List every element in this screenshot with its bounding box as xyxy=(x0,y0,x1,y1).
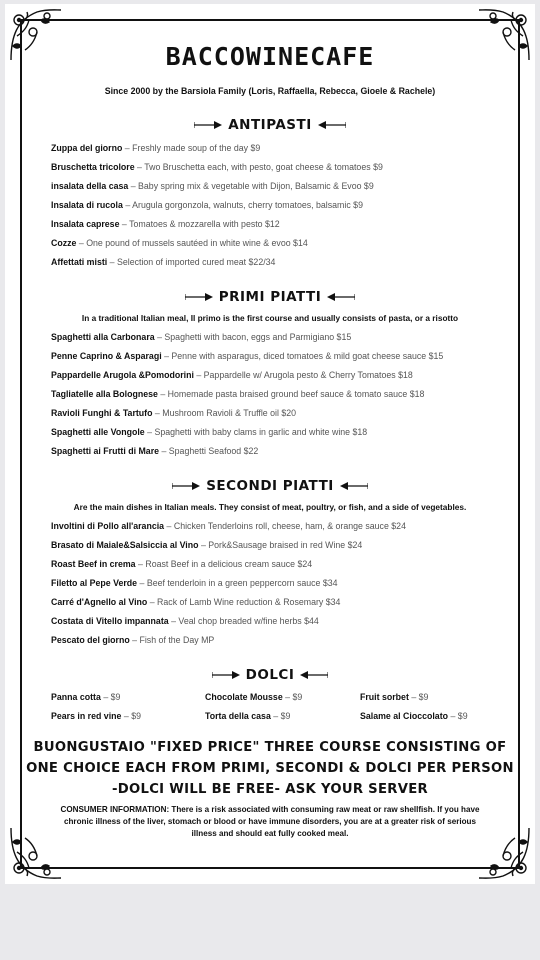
section-heading-secondi xyxy=(0,478,540,494)
menu-item xyxy=(51,389,424,399)
item-name: Spaghetti alle Vongole xyxy=(51,427,145,437)
dessert-item xyxy=(360,711,468,721)
item-description: – Veal chop breaded w/fine herbs $44 xyxy=(168,616,319,626)
item-name: Brasato di Maiale&Salsiccia al Vino xyxy=(51,540,199,550)
floral-corner-icon xyxy=(477,826,533,882)
fixed-price-line: BUONGUSTAIO "FIXED PRICE" THREE COURSE CONSISTING OF xyxy=(33,740,507,755)
section-title: DOLCI xyxy=(245,667,295,683)
item-description: – Baby spring mix & vegetable with Dijon, Balsamic & Evoo $9 xyxy=(128,181,374,191)
fixed-price-line: ONE CHOICE EACH FROM PRIMI, SECONDI & DOLCI PER PERSON xyxy=(26,761,514,776)
menu-item xyxy=(51,219,280,229)
section-title: SECONDI PIATTI xyxy=(206,478,334,494)
item-description: – Penne with asparagus, diced tomatoes & mild goat cheese sauce $15 xyxy=(161,351,444,361)
consumer-information: CONSUMER INFORMATION: There is a risk associated with consuming raw meat or raw shellfish. If you have chronic illness of the liver, stomach or blood or have immune disorders, you are at a greater risk of serious illness and should eat fully cooked meal. xyxy=(60,805,480,838)
menu-item xyxy=(51,578,338,588)
item-description: – $9 xyxy=(282,692,303,702)
menu-item xyxy=(51,408,296,418)
section-intro: Are the main dishes in Italian meals. They consist of meat, poultry, or fish, and a side of vegetables. xyxy=(73,502,467,512)
item-description: – Tomatoes & mozzarella with pesto $12 xyxy=(119,219,280,229)
item-name: Roast Beef in crema xyxy=(51,559,136,569)
item-description: – Selection of imported cured meat $22/34 xyxy=(107,257,276,267)
restaurant-subtitle: Since 2000 by the Barsiola Family (Loris, Raffaella, Rebecca, Gioele & Rachele) xyxy=(104,86,436,96)
item-name: Cozze xyxy=(51,238,77,248)
item-description: – Roast Beef in a delicious cream sauce $24 xyxy=(135,559,313,569)
dessert-item xyxy=(360,692,428,702)
item-description: – Fish of the Day MP xyxy=(129,635,215,645)
item-name: Pears in red vine xyxy=(51,711,122,721)
arrow-ornament-icon xyxy=(318,121,346,129)
arrow-ornament-icon xyxy=(212,671,240,679)
arrow-ornament-icon xyxy=(327,293,355,301)
item-name: Filetto al Pepe Verde xyxy=(51,578,138,588)
item-description: – $9 xyxy=(408,692,429,702)
item-name: Costata di Vitello impannata xyxy=(51,616,169,626)
item-name: Penne Caprino & Asparagi xyxy=(51,351,162,361)
menu-item xyxy=(51,200,363,210)
item-description: – Rack of Lamb Wine reduction & Rosemary $34 xyxy=(147,597,341,607)
item-name: Insalata caprese xyxy=(51,219,120,229)
menu-item xyxy=(51,370,413,380)
item-name: Pescato del giorno xyxy=(51,635,130,645)
menu-item xyxy=(51,427,367,437)
menu-item xyxy=(51,540,362,550)
menu-item xyxy=(51,181,374,191)
item-description: – Chicken Tenderloins roll, cheese, ham, & orange sauce $24 xyxy=(164,521,406,531)
arrow-ornament-icon xyxy=(185,293,213,301)
item-description: – $9 xyxy=(100,692,121,702)
item-description: – Two Bruschetta each, with pesto, goat cheese & tomatoes $9 xyxy=(134,162,383,172)
item-description: – Spaghetti with bacon, eggs and Parmigiano $15 xyxy=(154,332,352,342)
item-name: Torta della casa xyxy=(205,711,271,721)
item-name: Salame al Cioccolato xyxy=(360,711,449,721)
arrow-ornament-icon xyxy=(172,482,200,490)
menu-item xyxy=(51,257,275,267)
menu-item xyxy=(51,332,351,342)
section-heading-dolci xyxy=(0,667,540,683)
item-description: – Spaghetti Seafood $22 xyxy=(159,446,259,456)
menu-item xyxy=(51,559,312,569)
item-description: – Beef tenderloin in a green peppercorn sauce $34 xyxy=(137,578,338,588)
menu-item xyxy=(51,143,260,153)
item-description: – Arugula gorgonzola, walnuts, cherry tomatoes, balsamic $9 xyxy=(122,200,363,210)
item-name: Affettati misti xyxy=(51,257,108,267)
item-description: – One pound of mussels sautéed in white wine & evoo $14 xyxy=(76,238,308,248)
item-name: Spaghetti alla Carbonara xyxy=(51,332,155,342)
item-name: insalata della casa xyxy=(51,181,129,191)
item-name: Involtini di Pollo all'arancia xyxy=(51,521,165,531)
menu-item xyxy=(51,597,340,607)
section-intro: In a traditional Italian meal, Il primo is the first course and usually consists of pasta, or a risotto xyxy=(81,313,459,323)
item-name: Bruschetta tricolore xyxy=(51,162,135,172)
menu-item xyxy=(51,616,319,626)
dessert-item xyxy=(205,692,302,702)
arrow-ornament-icon xyxy=(300,671,328,679)
item-description: – $9 xyxy=(121,711,141,721)
item-description: – Mushroom Ravioli & Truffle oil $20 xyxy=(152,408,297,418)
dessert-item xyxy=(205,711,290,721)
item-description: – Pork&Sausage braised in red Wine $24 xyxy=(198,540,363,550)
item-description: – Homemade pasta braised ground beef sauce & tomato sauce $18 xyxy=(157,389,425,399)
item-name: Ravioli Funghi & Tartufo xyxy=(51,408,153,418)
section-heading-primi xyxy=(0,289,540,305)
item-name: Carré d'Agnello al Vino xyxy=(51,597,148,607)
item-name: Panna cotta xyxy=(51,692,101,702)
menu-item xyxy=(51,351,443,361)
menu-item xyxy=(51,162,383,172)
item-description: – Spaghetti with baby clams in garlic and white wine $18 xyxy=(144,427,368,437)
item-description: – $9 xyxy=(270,711,291,721)
floral-corner-icon xyxy=(7,826,63,882)
menu-item xyxy=(51,238,308,248)
item-name: Tagliatelle alla Bolognese xyxy=(51,389,158,399)
item-name: Fruit sorbet xyxy=(360,692,409,702)
item-name: Insalata di rucola xyxy=(51,200,123,210)
section-heading-antipasti xyxy=(0,117,540,133)
item-name: Pappardelle Arugola &Pomodorini xyxy=(51,370,194,380)
item-description: – Pappardelle w/ Arugola pesto & Cherry Tomatoes $18 xyxy=(193,370,413,380)
fixed-price-line: -DOLCI WILL BE FREE- ASK YOUR SERVER xyxy=(111,782,429,797)
item-name: Zuppa del giorno xyxy=(51,143,123,153)
menu-item xyxy=(51,446,258,456)
arrow-ornament-icon xyxy=(194,121,222,129)
menu-item xyxy=(51,635,214,645)
dessert-item xyxy=(51,711,141,721)
restaurant-title: BACCOWINECAFE xyxy=(165,42,375,71)
item-description: – $9 xyxy=(448,711,468,721)
section-title: ANTIPASTI xyxy=(228,117,312,133)
item-description: – Freshly made soup of the day $9 xyxy=(122,143,261,153)
section-title: PRIMI PIATTI xyxy=(218,289,322,305)
item-name: Chocolate Mousse xyxy=(205,692,283,702)
menu-item xyxy=(51,521,406,531)
arrow-ornament-icon xyxy=(340,482,368,490)
item-name: Spaghetti ai Frutti di Mare xyxy=(51,446,160,456)
dessert-item xyxy=(51,692,120,702)
